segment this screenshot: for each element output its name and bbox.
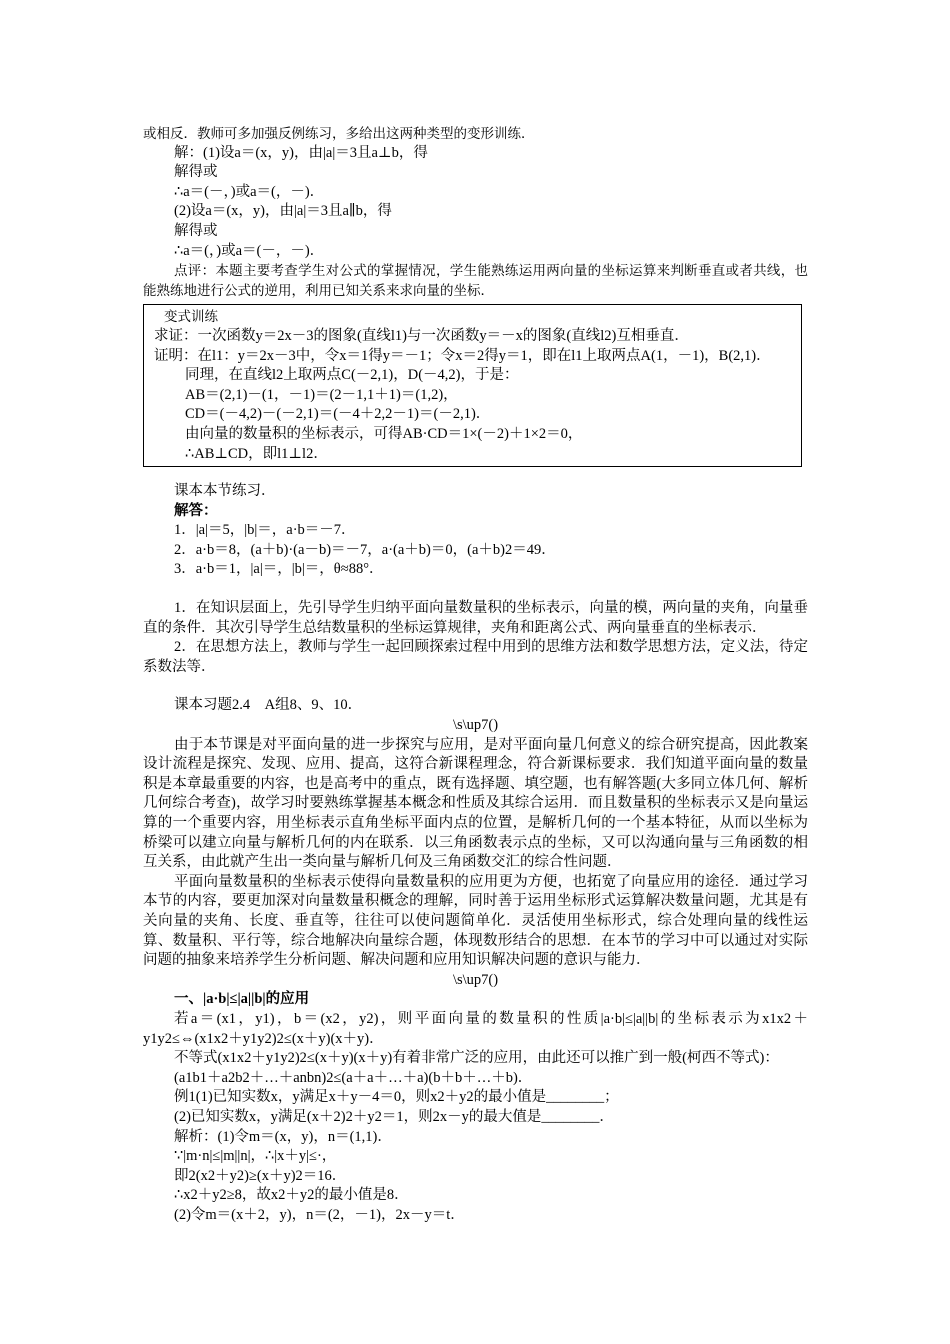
box-line: CD＝(－4,2)－(－2,1)＝(－4＋2,2－1)＝(－2,1)． [185, 406, 491, 423]
box-title: 变式训练 [164, 309, 218, 325]
summary-paragraph: 1．在知识层面上，先引导学生归纳平面向量数量积的坐标表示，向量的模，两向量的夹角，向量垂直的条件．其次引导学生总结数量积的坐标运算规律，夹角和距离公式、两向量垂直的坐标表示． [143, 600, 808, 636]
box-line: 求证：一次函数y＝2x－3的图象(直线l1)与一次函数y＝－x的图象(直线l2)互相垂直． [154, 327, 689, 344]
solution-line: 解：(1)设a＝(x，y)，由|a|＝3且a⊥b，得 [174, 144, 428, 161]
analysis-line: 解析：(1)令m＝(x，y)，n＝(1,1)． [174, 1128, 392, 1145]
analysis-line: 即2(x2＋y2)≥(x＋y)2＝16． [174, 1167, 347, 1184]
variant-training-box [143, 304, 802, 467]
app-paragraph: 若a＝(x1，y1)，b＝(x2，y2)，则平面向量的数量积的性质|a·b|≤|a||b|的坐标表示为x1x2＋y1y2≤⇔(x1x2＋y1y2)2≤(x＋y)(x＋y)． [143, 1010, 808, 1047]
text-line: ∴a＝(－，)或a＝(，－)． [174, 183, 325, 200]
text-line: 解得或 [174, 222, 218, 239]
answer-heading: 解答： [174, 502, 218, 519]
box-line: AB＝(2,1)－(1，－1)＝(2－1,1＋1)＝(1,2)， [185, 386, 458, 403]
field-code: \s\up7() [452, 717, 499, 734]
design-paragraph: 由于本节课是对平面向量的进一步探究与应用，是对平面向量几何意义的综合研究提高，因此教案设计流程是探究、发现、应用、提高，这符合新课程理念，符合新课标要求．我们知道平面向量的数量积是本章最重要的内容，也是高考中的重点，既有选择题、填空题，也有解答题(大多同立体几何、解析几何综合考查)，故学习时要熟练掌握基本概念和性质及其综合运用．而且数量积的坐标表示又是向量运算的一个重要内容，用坐标表示直角坐标平面内点的位置，是解析几何的一个基本特征，从而以坐标为桥梁可以建立向量与解析几何的内在联系．以三角函数表示点的坐标，又可以沟通向量与三角函数的相互关系，由此就产生出一类向量与解析几何及三角函数交汇的综合性问题． [143, 736, 808, 871]
example-line: 例1(1)已知实数x，y满足x＋y－4＝0，则x2＋y2的最小值是________； [174, 1089, 619, 1106]
analysis-line: ∵|m·n|≤|m||n|，∴|x＋y|≤·， [174, 1148, 337, 1165]
answer-line: 2．a·b＝8，(a＋b)·(a－b)＝－7，a·(a＋b)＝0，(a＋b)2＝49． [174, 541, 556, 558]
summary-paragraph: 2．在思想方法上，教师与学生一起回顾探索过程中用到的思维方法和数学思想方法，定义法，待定系数法等． [143, 639, 808, 675]
practice-line: 课本本节练习． [174, 483, 276, 500]
app-line: (a1b1＋a2b2＋…＋anbn)2≤(a＋a＋…＋a)(b＋b＋…＋b)． [174, 1069, 533, 1086]
answer-line: 3．a·b＝1，|a|＝，|b|＝，θ≈88°． [174, 561, 384, 578]
analysis-line: (2)令m＝(x＋2，y)，n＝(2，－1)，2x－y＝t． [174, 1206, 465, 1223]
text-line: 解得或 [174, 164, 218, 181]
app-paragraph: 不等式(x1x2＋y1y2)2≤(x＋y)(x＋y)有着非常广泛的应用，由此还可以推广到一般(柯西不等式)： [174, 1050, 779, 1067]
field-code: \s\up7() [452, 971, 499, 988]
section-heading: 一、|a·b|≤|a||b|的应用 [174, 991, 310, 1008]
text-line: ∴a＝(，)或a＝(－，－)． [174, 242, 325, 259]
answer-line: 1．|a|＝5，|b|＝，a·b＝－7． [174, 522, 356, 539]
box-line: 同理，在直线l2上取两点C(－2,1)，D(－4,2)，于是： [185, 367, 519, 384]
analysis-line: ∴x2＋y2≥8，故x2＋y2的最小值是8． [174, 1187, 409, 1204]
example-line: (2)已知实数x，y满足(x＋2)2＋y2＝1，则2x－y的最大值是________． [174, 1108, 614, 1125]
box-line: ∴AB⊥CD，即l1⊥l2． [185, 445, 328, 462]
text-line: 或相反．教师可多加强反例练习，多给出这两种类型的变形训练． [143, 126, 535, 141]
text-line: (2)设a＝(x，y)，由|a|＝3且a∥b，得 [174, 203, 392, 220]
document-page [143, 124, 808, 1225]
homework-line: 课本习题2.4 A组8、9、10． [174, 697, 363, 714]
comment-paragraph: 点评：本题主要考查学生对公式的掌握情况，学生能熟练运用两向量的坐标运算来判断垂直或者共线，也能熟练地进行公式的逆用，利用已知关系来求向量的坐标． [143, 263, 808, 298]
design-paragraph: 平面向量数量积的坐标表示使得向量数量积的应用更为方便，也拓宽了向量应用的途径．通过学习本节的内容，要更加深对向量数量积概念的理解，同时善于运用坐标形式运算解决数量问题，尤其是有关向量的夹角、长度、垂直等，往往可以使问题简单化．灵活使用坐标形式，综合处理向量的线性运算、数量积、平行等，综合地解决向量综合题，体现数形结合的思想．在本节的学习中可以通过对实际问题的抽象来培养学生分析问题、解决问题和应用知识解决问题的意识与能力． [143, 873, 808, 969]
box-line: 由向量的数量积的坐标表示，可得AB·CD＝1×(－2)＋1×2＝0， [185, 425, 583, 442]
box-line: 证明：在l1：y＝2x－3中，令x＝1得y＝－1；令x＝2得y＝1，即在l1上取两点A(1，－1)，B(2,1)． [154, 347, 771, 364]
